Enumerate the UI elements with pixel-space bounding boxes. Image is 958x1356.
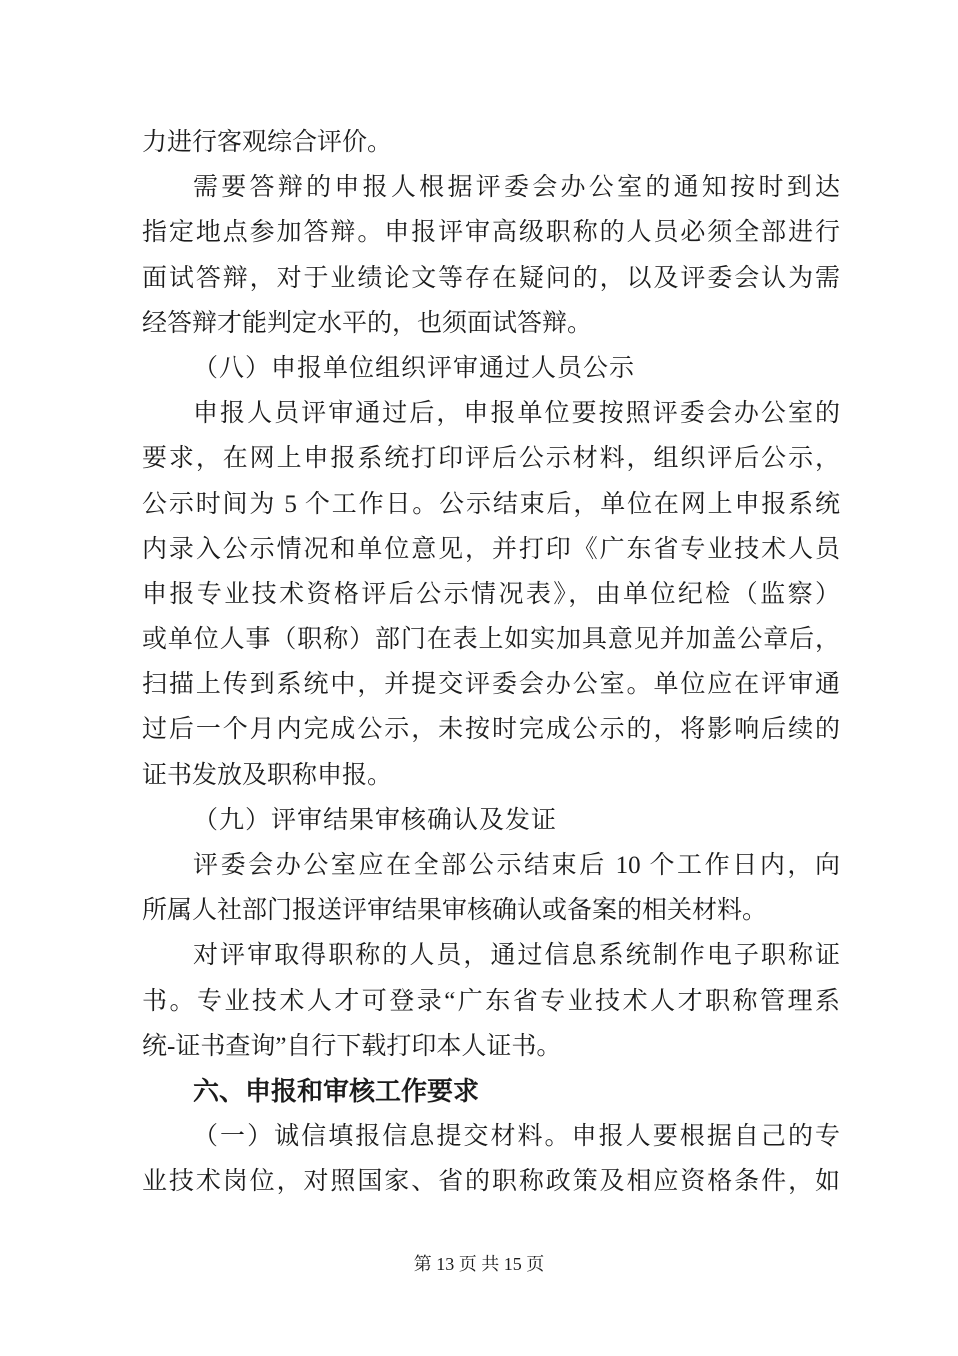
text-line: （一）诚信填报信息提交材料。申报人要根据自己的专 [193,1123,840,1151]
text-line: 所属人社部门报送评审结果审核确认或备案的相关材料。 [142,897,768,925]
text-line: 对评审取得职称的人员，通过信息系统制作电子职称证 [193,942,840,970]
document-body [142,120,840,1205]
text-line: 内录入公示情况和单位意见，并打印《广东省专业技术人员 [142,535,840,563]
text-line: 书。专业技术人才可登录“广东省专业技术人才职称管理系 [142,987,840,1015]
subsection-heading: （八）申报单位组织评审通过人员公示 [193,354,636,382]
page-footer [0,1250,958,1276]
text-line: 业技术岗位，对照国家、省的职称政策及相应资格条件，如 [142,1168,840,1196]
text-line: 申报专业技术资格评后公示情况表》，由单位纪检（监察） [142,580,840,608]
text-line: 力进行客观综合评价。 [142,129,393,156]
text-line: 需要答辩的申报人根据评委会办公室的通知按时到达 [193,174,840,202]
section-heading: 六、申报和审核工作要求 [193,1075,480,1106]
text-line: 面试答辩，对于业绩论文等存在疑问的，以及评委会认为需 [142,264,840,292]
text-line: 扫描上传到系统中，并提交评委会办公室。单位应在评审通 [142,671,840,699]
subsection-heading: （九）评审结果审核确认及发证 [193,806,558,834]
text-line: 评委会办公室应在全部公示结束后 10 个工作日内，向 [193,852,840,879]
text-line: 统-证书查询”自行下载打印本人证书。 [142,1032,562,1060]
text-line: 过后一个月内完成公示，未按时完成公示的，将影响后续的 [142,716,840,744]
text-line: 经答辩才能判定水平的，也须面试答辩。 [142,309,593,337]
text-line: 申报人员评审通过后，申报单位要按照评委会办公室的 [193,400,840,428]
text-line: 或单位人事（职称）部门在表上如实加具意见并加盖公章后， [142,626,840,654]
page-number: 第 13 页 共 15 页 [413,1254,545,1274]
text-line: 要求，在网上申报系统打印评后公示材料，组织评后公示， [142,445,840,473]
text-line: 证书发放及职称申报。 [142,761,393,789]
text-line: 公示时间为 5 个工作日。公示结束后，单位在网上申报系统 [142,490,840,518]
text-line: 指定地点参加答辩。申报评审高级职称的人员必须全部进行 [142,219,840,247]
